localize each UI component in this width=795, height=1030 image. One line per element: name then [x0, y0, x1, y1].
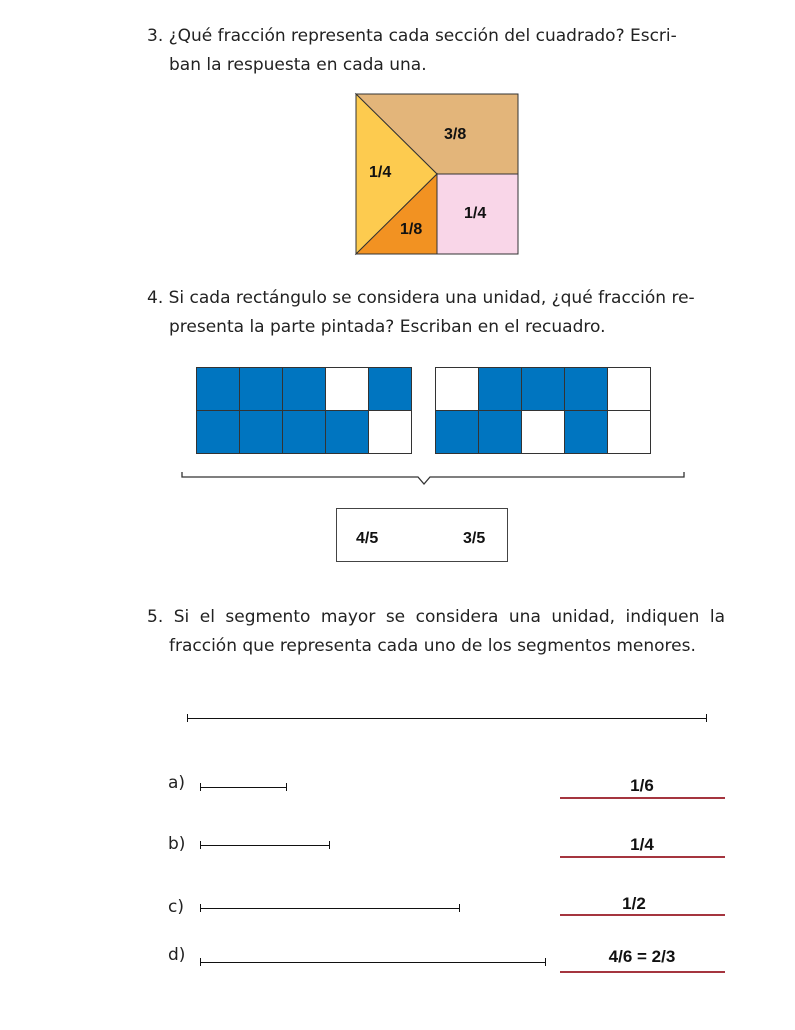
filled-cell — [240, 411, 283, 454]
filled-cell — [436, 411, 479, 454]
empty-cell — [369, 411, 412, 454]
unit-segment — [187, 718, 707, 719]
question-3-line-2: ban la respuesta en cada una. — [169, 55, 427, 75]
question-3-line-1: 3. ¿Qué fracción representa cada sección del cuadrado? Escri- — [147, 26, 677, 46]
item-a-label: a) — [168, 773, 186, 793]
answer-line-c — [560, 914, 725, 916]
empty-cell — [608, 411, 651, 454]
answer-c: 1/2 — [622, 894, 646, 913]
filled-cell — [197, 411, 240, 454]
answer-1: 4/5 — [356, 530, 379, 547]
label-top: 3/8 — [444, 126, 467, 143]
filled-cell — [565, 411, 608, 454]
filled-cell — [369, 368, 412, 411]
empty-cell — [522, 411, 565, 454]
question-5-line-2: fracción que representa cada uno de los segmentos menores. — [169, 636, 696, 656]
filled-cell — [283, 411, 326, 454]
label-bottom: 1/8 — [400, 221, 423, 238]
rectangle-1 — [196, 367, 412, 454]
item-b-label: b) — [168, 834, 186, 854]
segment-b — [200, 845, 330, 846]
filled-cell — [240, 368, 283, 411]
answer-line-a — [560, 797, 725, 799]
segment-c — [200, 908, 460, 909]
filled-cell — [283, 368, 326, 411]
question-4-text — [147, 284, 725, 342]
question-5-line-1: 5. Si el segmento mayor se considera una unidad, indiquen la — [147, 607, 725, 627]
item-c-label: c) — [168, 897, 184, 917]
empty-cell — [436, 368, 479, 411]
answer-line-b — [560, 856, 725, 858]
filled-cell — [479, 411, 522, 454]
question-3-text — [147, 22, 725, 80]
label-left: 1/4 — [369, 164, 392, 181]
answer-a: 1/6 — [630, 776, 654, 795]
item-d-label: d) — [168, 945, 186, 965]
answer-b: 1/4 — [630, 835, 654, 854]
filled-cell — [522, 368, 565, 411]
question-4-line-2: presenta la parte pintada? Escriban en el recuadro. — [169, 317, 606, 337]
filled-cell — [326, 411, 369, 454]
answer-2: 3/5 — [463, 530, 486, 547]
filled-cell — [565, 368, 608, 411]
rectangle-2 — [435, 367, 651, 454]
question-5-text — [147, 603, 725, 661]
answer-line-d — [560, 971, 725, 973]
filled-cell — [197, 368, 240, 411]
label-right: 1/4 — [464, 205, 487, 222]
filled-cell — [479, 368, 522, 411]
empty-cell — [608, 368, 651, 411]
brace — [180, 470, 688, 488]
answer-d: 4/6 = 2/3 — [608, 947, 676, 966]
question-4-line-1: 4. Si cada rectángulo se considera una unidad, ¿qué fracción re- — [147, 288, 695, 308]
segment-d — [200, 962, 546, 963]
segment-a — [200, 787, 287, 788]
empty-cell — [326, 368, 369, 411]
